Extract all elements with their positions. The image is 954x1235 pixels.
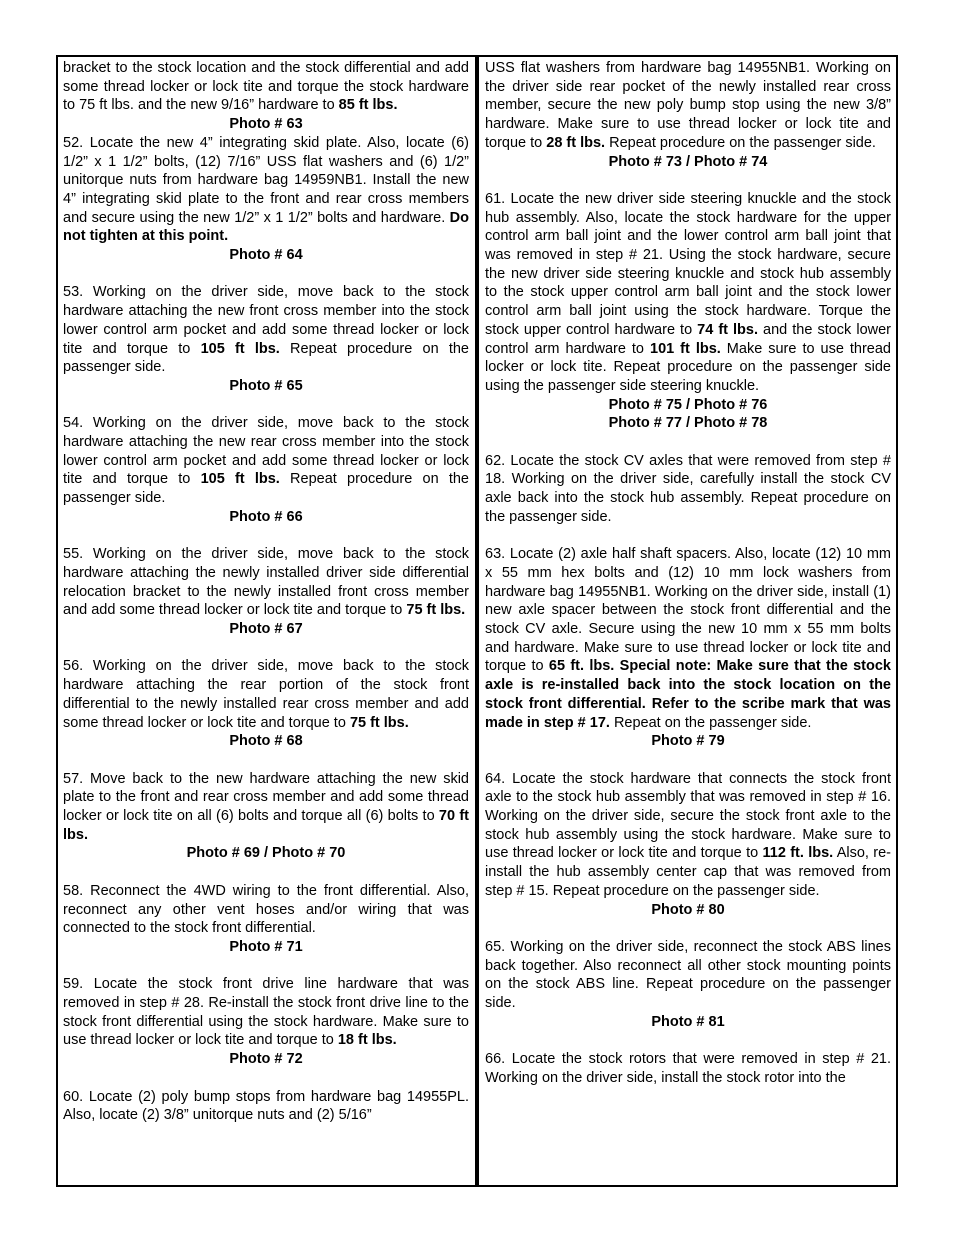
photo-reference: Photo # 75 / Photo # 76	[608, 396, 768, 413]
text-run: Repeat procedure on the passenger side.	[63, 340, 469, 376]
text-run: 52. Locate the new 4” integrating skid plate. Also, locate (6) 1/2” x 1 1/2” bolts, (12) 7/16” USS flat washers and (6) 1/2” unitorque nuts from hardware bag 14959NB1. Install the new 4” integrating skid plate to the front and rear cross members and secure using the new 1/2” x 1 1/2” bolts and hardware.	[63, 134, 469, 226]
text-run: 54. Working on the driver side, move back to the stock hardware attaching the new rear cross member into the stock lower control arm pocket and add some thread locker or lock tite and torque to	[63, 415, 469, 488]
bold-text: 75 ft lbs.	[406, 602, 466, 619]
instruction-step	[63, 882, 469, 938]
paragraph-gap	[63, 527, 469, 546]
text-run: 63. Locate (2) axle half shaft spacers. Also, locate (12) 10 mm x 55 mm hex bolts and (12) 10 mm lock washers from hardware bag 14955NB1. Working on the driver side, install (1) new axle spacer between the stock front differential and the stock CV axle. Secure using the new 10 mm x 55 mm bolts and hardware. Make sure to use thread locker or lock tite and torque to	[485, 546, 891, 675]
text-run: Repeat procedure on the passenger side.	[605, 134, 876, 151]
bold-text: 101 ft lbs.	[650, 340, 721, 357]
paragraph-gap	[63, 265, 469, 284]
paragraph-gap	[485, 919, 891, 938]
photo-reference: Photo # 81	[651, 1013, 725, 1030]
text-run: and the stock lower control arm hardware to	[485, 321, 891, 357]
text-run: 64. Locate the stock hardware that connects the stock front axle to the stock hub assembly that was removed in step # 16. Working on the driver side, secure the stock front axle to the stock hub assembly using the stock hardware. Make sure to use thread locker or lock tite and torque to	[485, 770, 891, 862]
column-divider	[475, 55, 479, 1187]
text-run: 62. Locate the stock CV axles that were removed from step # 18. Working on the driver side, carefully install the stock CV axle back into the stock hub assembly. Repeat procedure on the passenger side.	[485, 452, 891, 525]
instruction-step	[485, 938, 891, 1013]
photo-reference: Photo # 77 / Photo # 78	[608, 415, 768, 432]
instruction-step	[63, 545, 469, 620]
instruction-step	[485, 452, 891, 527]
text-run: 61. Locate the new driver side steering knuckle and the stock hub assembly. Also, locate the stock hardware for the upper control arm ball joint and the lower control arm ball joint that was removed in step # 21. Using the stock hardware, secure the new driver side steering knuckle and stock hub assembly to the stock upper control arm ball joint and the stock lower control arm ball joint using the stock hardware. Torque the stock upper control hardware to	[485, 190, 891, 338]
instruction-step	[63, 283, 469, 377]
text-run: 58. Reconnect the 4WD wiring to the front differential. Also, reconnect any other vent hoses and/or wiring that was connected to the stock front differential.	[63, 882, 469, 937]
paragraph-gap	[485, 171, 891, 190]
photo-reference: Photo # 69 / Photo # 70	[186, 845, 346, 862]
instruction-step	[63, 414, 469, 508]
text-run: 65. Working on the driver side, reconnect the stock ABS lines back together. Also reconnect all other stock mounting points on the stock ABS line. Repeat procedure on the passenger side.	[485, 938, 891, 1012]
text-run: Repeat on the passenger side.	[609, 714, 812, 731]
bold-text: Do not tighten at this point.	[63, 209, 469, 245]
right-column	[485, 59, 891, 1088]
paragraph-gap	[63, 863, 469, 882]
text-run: USS flat washers from hardware bag 14955NB1. Working on the driver side rear pocket of the newly installed rear cross member, secure the new poly bump stop using the new 3/8” hardware. Make sure to use thread locker or lock tite and torque to	[485, 60, 891, 151]
text-run: bracket to the stock location and the stock differential and add some thread locker or lock tite and torque the stock hardware to 75 ft lbs. and the new 9/16” hardware to	[63, 60, 469, 114]
paragraph-gap	[63, 751, 469, 770]
bold-text: 112 ft. lbs.	[762, 845, 834, 862]
bold-text: 74 ft lbs.	[697, 321, 759, 338]
text-run: 53. Working on the driver side, move back to the stock hardware attaching the new front cross member into the stock lower control arm pocket and add some thread locker or lock tite and torque to	[63, 284, 469, 357]
text-run: Also, re-install the hub assembly center cap that was removed from step # 15. Repeat procedure on the passenger side.	[485, 845, 891, 899]
instruction-step	[63, 59, 469, 115]
text-run: 60. Locate (2) poly bump stops from hardware bag 14955PL. Also, locate (2) 3/8” unitorque nuts and (2) 5/16”	[63, 1088, 469, 1124]
paragraph-gap	[485, 1031, 891, 1050]
instruction-step	[63, 657, 469, 732]
paragraph-gap	[485, 751, 891, 770]
text-run: Make sure to use thread locker or lock tite. Repeat procedure on the passenger side using the passenger side steering knuckle.	[485, 340, 891, 394]
paragraph-gap	[485, 527, 891, 546]
instruction-step	[63, 1088, 469, 1125]
text-run: 57. Move back to the new hardware attaching the new skid plate to the front and rear cross member and add some thread locker or lock tite on all (6) bolts and torque all (6) bolts to	[63, 770, 469, 825]
bold-text: 85 ft lbs.	[338, 97, 398, 114]
photo-reference: Photo # 71	[229, 938, 303, 955]
text-run: 55. Working on the driver side, move back to the stock hardware attaching the newly installed driver side differential relocation bracket to the newly installed front cross member and add some thread locker or lock tite and torque to	[63, 546, 469, 619]
paragraph-gap	[63, 396, 469, 415]
paragraph-gap	[63, 957, 469, 976]
photo-reference: Photo # 63	[229, 116, 303, 133]
bold-text: 18 ft lbs.	[337, 1032, 397, 1049]
text-run: 56. Working on the driver side, move back to the stock hardware attaching the rear portion of the stock front differential to the newly installed rear cross member and add some thread locker or lock tite and torque to	[63, 658, 469, 731]
instruction-step	[63, 770, 469, 845]
instruction-step	[485, 59, 891, 153]
left-column	[63, 59, 469, 1125]
photo-reference: Photo # 66	[229, 508, 303, 525]
paragraph-gap	[63, 1069, 469, 1088]
bold-text: 70 ft lbs.	[63, 808, 469, 843]
bold-text: 105 ft lbs.	[200, 471, 280, 488]
photo-reference: Photo # 65	[229, 377, 303, 394]
photo-reference: Photo # 67	[229, 621, 303, 638]
bold-text: 28 ft lbs.	[546, 134, 606, 151]
paragraph-gap	[485, 433, 891, 452]
instruction-step	[63, 975, 469, 1050]
text-run: Repeat procedure on the passenger side.	[63, 471, 469, 507]
instruction-step	[63, 134, 469, 246]
instruction-step	[485, 545, 891, 732]
photo-reference: Photo # 72	[229, 1051, 303, 1068]
photo-reference: Photo # 68	[229, 733, 303, 750]
bold-text: 75 ft lbs.	[349, 714, 409, 731]
photo-reference: Photo # 64	[229, 247, 303, 264]
paragraph-gap	[63, 639, 469, 658]
photo-reference: Photo # 80	[651, 901, 725, 918]
text-run: 66. Locate the stock rotors that were removed in step # 21. Working on the driver side, install the stock rotor into the	[485, 1051, 891, 1086]
instruction-step	[485, 1050, 891, 1087]
text-run: 59. Locate the stock front drive line hardware that was removed in step # 28. Re-install the stock front drive line to the stock front differential using the stock hardware. Make sure to use thread locker or lock tite and torque to	[63, 976, 469, 1049]
bold-text: 65 ft. lbs. Special note: Make sure that the stock axle is re-installed back into the stock location on the stock front differential. Refer to the scribe mark that was made in step # 17.	[485, 658, 891, 731]
photo-reference: Photo # 79	[651, 733, 725, 750]
instruction-step	[485, 190, 891, 396]
instruction-step	[485, 770, 891, 901]
bold-text: 105 ft lbs.	[200, 340, 280, 357]
photo-reference: Photo # 73 / Photo # 74	[608, 153, 768, 170]
